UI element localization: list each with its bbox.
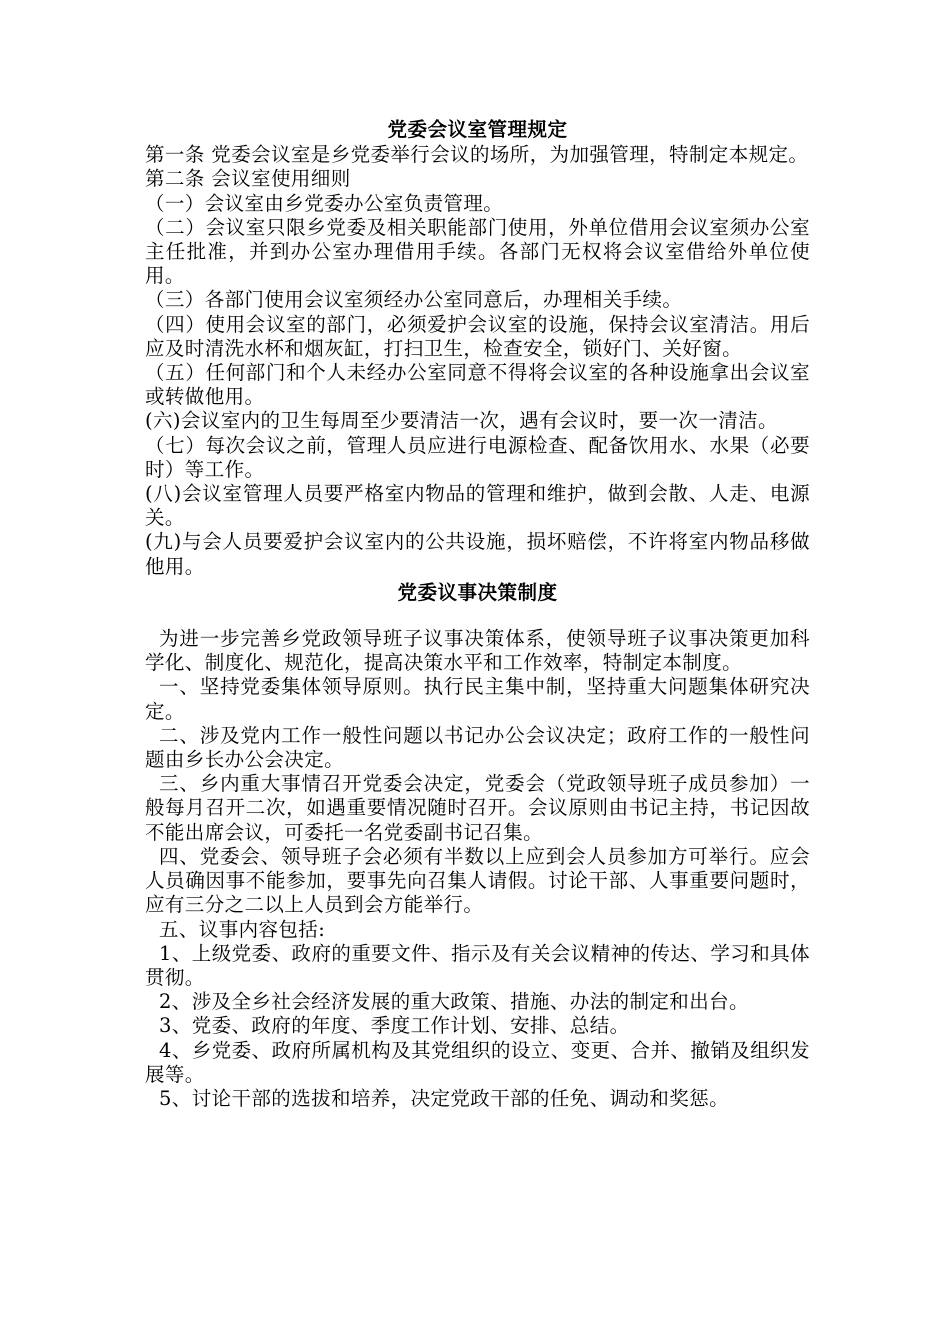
section-2-paragraph: 五、议事内容包括: bbox=[159, 917, 326, 941]
section-2-paragraph: 1、上级党委、政府的重要文件、指示及有关会议精神的传达、学习和具体贯彻。 bbox=[145, 941, 810, 989]
section-2-title: 党委议事决策制度 bbox=[397, 580, 558, 604]
section-2-paragraph: 为进一步完善乡党政领导班子议事决策体系，使领导班子议事决策更加科学化、制度化、规范化，提高决策水平和工作效率，特制定本制度。 bbox=[145, 627, 810, 675]
section-1-paragraph: （七）每次会议之前，管理人员应进行电源检查、配备饮用水、水果（必要时）等工作。 bbox=[145, 433, 810, 481]
section-1-paragraph: (八)会议室管理人员要严格室内物品的管理和维护，做到会散、人走、电源关。 bbox=[145, 482, 810, 530]
section-1-paragraph: （五）任何部门和个人未经办公室同意不得将会议室的各种设施拿出会议室或转做他用。 bbox=[145, 361, 810, 409]
section-1-paragraph: （一）会议室由乡党委办公室负责管理。 bbox=[145, 191, 504, 215]
section-2-paragraph: 3、党委、政府的年度、季度工作计划、安排、总结。 bbox=[159, 1014, 630, 1038]
section-1-paragraph: （二）会议室只限乡党委及相关职能部门使用，外单位借用会议室须办公室主任批准，并到办公室办理借用手续。各部门无权将会议室借给外单位使用。 bbox=[145, 215, 810, 288]
section-1-title: 党委会议室管理规定 bbox=[387, 118, 568, 141]
section-2-paragraph: 一、坚持党委集体领导原则。执行民主集中制，坚持重大问题集体研究决定。 bbox=[145, 675, 810, 723]
section-2-paragraph: 二、涉及党内工作一般性问题以书记办公会议决定；政府工作的一般性问题由乡长办公会决定。 bbox=[145, 723, 810, 772]
section-2-paragraph: 四、党委会、领导班子会必须有半数以上应到会人员参加方可举行。应会人员确因事不能参加，要事先向召集人请假。讨论干部、人事重要问题时，应有三分之二以上人员到会方能举行。 bbox=[145, 844, 810, 917]
section-1-paragraph: （三）各部门使用会议室须经办公室同意后，办理相关手续。 bbox=[145, 288, 683, 312]
section-1-paragraph: 第一条 党委会议室是乡党委举行会议的场所，为加强管理，特制定本规定。 bbox=[145, 143, 809, 167]
section-1-paragraph: （四）使用会议室的部门，必须爱护会议室的设施，保持会议室清洁。用后应及时清洗水杯和烟灰缸，打扫卫生，检查安全，锁好门、关好窗。 bbox=[145, 312, 810, 360]
section-1-paragraph: 第二条 会议室使用细则 bbox=[145, 167, 351, 191]
section-1-paragraph: (六)会议室内的卫生每周至少要清洁一次，遇有会议时，要一次一清洁。 bbox=[145, 409, 778, 433]
section-2-paragraph: 5、讨论干部的选拔和培养，决定党政干部的任免、调动和奖惩。 bbox=[159, 1086, 730, 1110]
section-1-paragraph: (九)与会人员要爱护会议室内的公共设施，损坏赔偿，不许将室内物品移做他用。 bbox=[145, 530, 810, 578]
document-page bbox=[145, 118, 810, 1111]
section-2-paragraph: 4、乡党委、政府所属机构及其党组织的设立、变更、合并、撤销及组织发展等。 bbox=[145, 1038, 810, 1086]
section-2-paragraph: 三、乡内重大事情召开党委会决定，党委会（党政领导班子成员参加）一般每月召开二次，如遇重要情况随时召开。会议原则由书记主持，书记因故不能出席会议，可委托一名党委副书记召集。 bbox=[145, 772, 810, 844]
section-2-paragraph: 2、涉及全乡社会经济发展的重大政策、措施、办法的制定和出台。 bbox=[159, 990, 749, 1014]
